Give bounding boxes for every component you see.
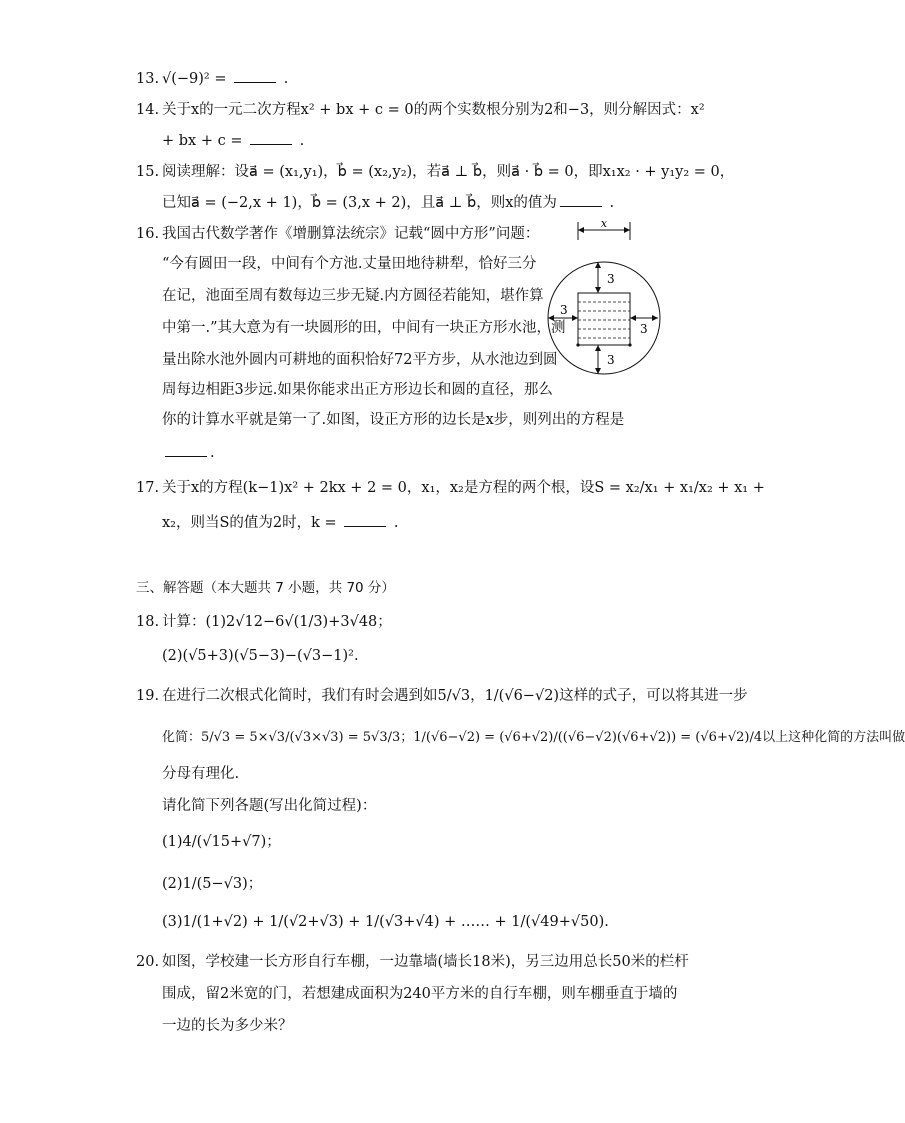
- question-line: + bx + c =: [162, 133, 248, 149]
- question-number: 19.: [136, 688, 160, 704]
- question-line: 如图，学校建一长方形自行车棚，一边靠墙(墙长18米)，另三边用总长50米的栏杆: [162, 954, 689, 970]
- question-number: 18.: [136, 614, 160, 630]
- right-gap-label: 3: [640, 322, 648, 336]
- question-15-line-2: [162, 192, 614, 213]
- question-15: [136, 162, 734, 182]
- question-20-line: 一边的长为多少米？: [162, 1018, 293, 1034]
- question-16-answer-line: [162, 442, 215, 463]
- question-16-line: 周每边相距3步远.如果你能求出正方形边长和圆的直径，那么: [162, 382, 553, 398]
- answer-blank[interactable]: [234, 68, 276, 83]
- question-line: 在进行二次根式化简时，我们有时会遇到如5/√3，1/(√6−√2)这样的式子，可以将其进一步: [162, 688, 748, 704]
- section-heading: 三、解答题（本大题共 7 小题，共 70 分）: [136, 580, 395, 596]
- question-line: 计算：(1)2√12−6√(1/3)+3√48；: [162, 614, 392, 630]
- question-text: √(−9)² =: [162, 71, 232, 87]
- top-gap-label: 3: [607, 272, 615, 286]
- x-label: x: [600, 217, 608, 230]
- circle-square-diagram: [548, 218, 658, 378]
- question-number: 20.: [136, 954, 160, 970]
- question-16-line: 你的计算水平就是第一了.如图，设正方形的边长是x步，则列出的方程是: [162, 412, 625, 428]
- question-number: 13.: [136, 71, 160, 87]
- question-tail: .: [279, 71, 289, 87]
- question-19-line: (2)1/(5−√3)；: [162, 876, 263, 892]
- question-18: [136, 612, 392, 632]
- question-19-line: (3)1/(1+√2) + 1/(√2+√3) + 1/(√3+√4) + …… + 1/(√49+√50).: [162, 914, 609, 930]
- question-line: 我国古代数学著作《增删算法统宗》记载“圆中方形”问题：: [162, 226, 540, 242]
- question-19-line: 请化简下列各题(写出化简过程)：: [162, 798, 377, 814]
- question-16: [136, 224, 539, 244]
- question-20-line: 围成，留2米宽的门，若想建成面积为240平方米的自行车棚，则车棚垂直于墙的: [162, 986, 678, 1002]
- question-number: 17.: [136, 480, 160, 496]
- answer-blank[interactable]: [250, 130, 292, 145]
- question-tail: .: [389, 515, 399, 531]
- question-13: [136, 68, 288, 89]
- question-19: [136, 686, 748, 706]
- question-line: 关于x的方程(k−1)x² + 2kx + 2 = 0，x₁，x₂是方程的两个根，设S = x₂/x₁ + x₁/x₂ + x₁ +: [162, 480, 765, 496]
- question-line: 已知a⃗ = (−2,x + 1)，b⃗ = (3,x + 2)，且a⃗ ⊥ b⃗，则x的值为: [162, 195, 557, 211]
- question-line: 关于x的一元二次方程x² + bx + c = 0的两个实数根分别为2和−3，则分解因式：x²: [162, 102, 705, 118]
- question-17-line-2: [162, 512, 399, 533]
- question-19-line: 分母有理化.: [162, 766, 240, 782]
- question-number: 16.: [136, 226, 160, 242]
- question-14-line-2: [162, 130, 304, 151]
- question-tail: .: [604, 195, 615, 211]
- answer-blank[interactable]: [560, 192, 602, 207]
- question-number: 15.: [136, 164, 160, 180]
- question-line: x₂，则当S的值为2时，k =: [162, 515, 342, 531]
- question-20: [136, 952, 689, 972]
- left-gap-label: 3: [560, 303, 568, 317]
- question-tail: .: [295, 133, 305, 149]
- question-16-line: 中第一.”其大意为有一块圆形的田，中间有一块正方形水池，测: [162, 320, 566, 336]
- question-number: 14.: [136, 102, 160, 118]
- question-18-line: (2)(√5+3)(√5−3)−(√3−1)².: [162, 648, 359, 664]
- answer-blank[interactable]: [344, 512, 386, 527]
- question-19-line: (1)4/(√15+√7)；: [162, 834, 281, 850]
- question-line: 阅读理解：设a⃗ = (x₁,y₁)，b⃗ = (x₂,y₂)，若a⃗ ⊥ b⃗，则a⃗ · b⃗ = 0，即x₁x₂ · + y₁y₂ = 0，: [162, 164, 735, 180]
- question-14: [136, 100, 705, 120]
- answer-blank[interactable]: [165, 442, 207, 457]
- question-16-line: 量出除水池外圆内可耕地的面积恰好72平方步，从水池边到圆: [162, 352, 558, 368]
- question-16-line: “今有圆田一段，中间有个方池.丈量田地待耕犁，恰好三分: [162, 256, 537, 272]
- bottom-gap-label: 3: [607, 353, 615, 367]
- question-19-line: 化简：5/√3 = 5×√3/(√3×√3) = 5√3/3；1/(√6−√2) = (√6+√2)/((√6−√2)(√6+√2)) = (√6+√2)/4以上这种化简的方法叫做: [162, 730, 905, 745]
- question-17: [136, 478, 765, 498]
- question-tail: .: [210, 445, 215, 461]
- question-16-line: 在记，池面至周有数每边三步无疑.内方圆径若能知，堪作算: [162, 288, 544, 304]
